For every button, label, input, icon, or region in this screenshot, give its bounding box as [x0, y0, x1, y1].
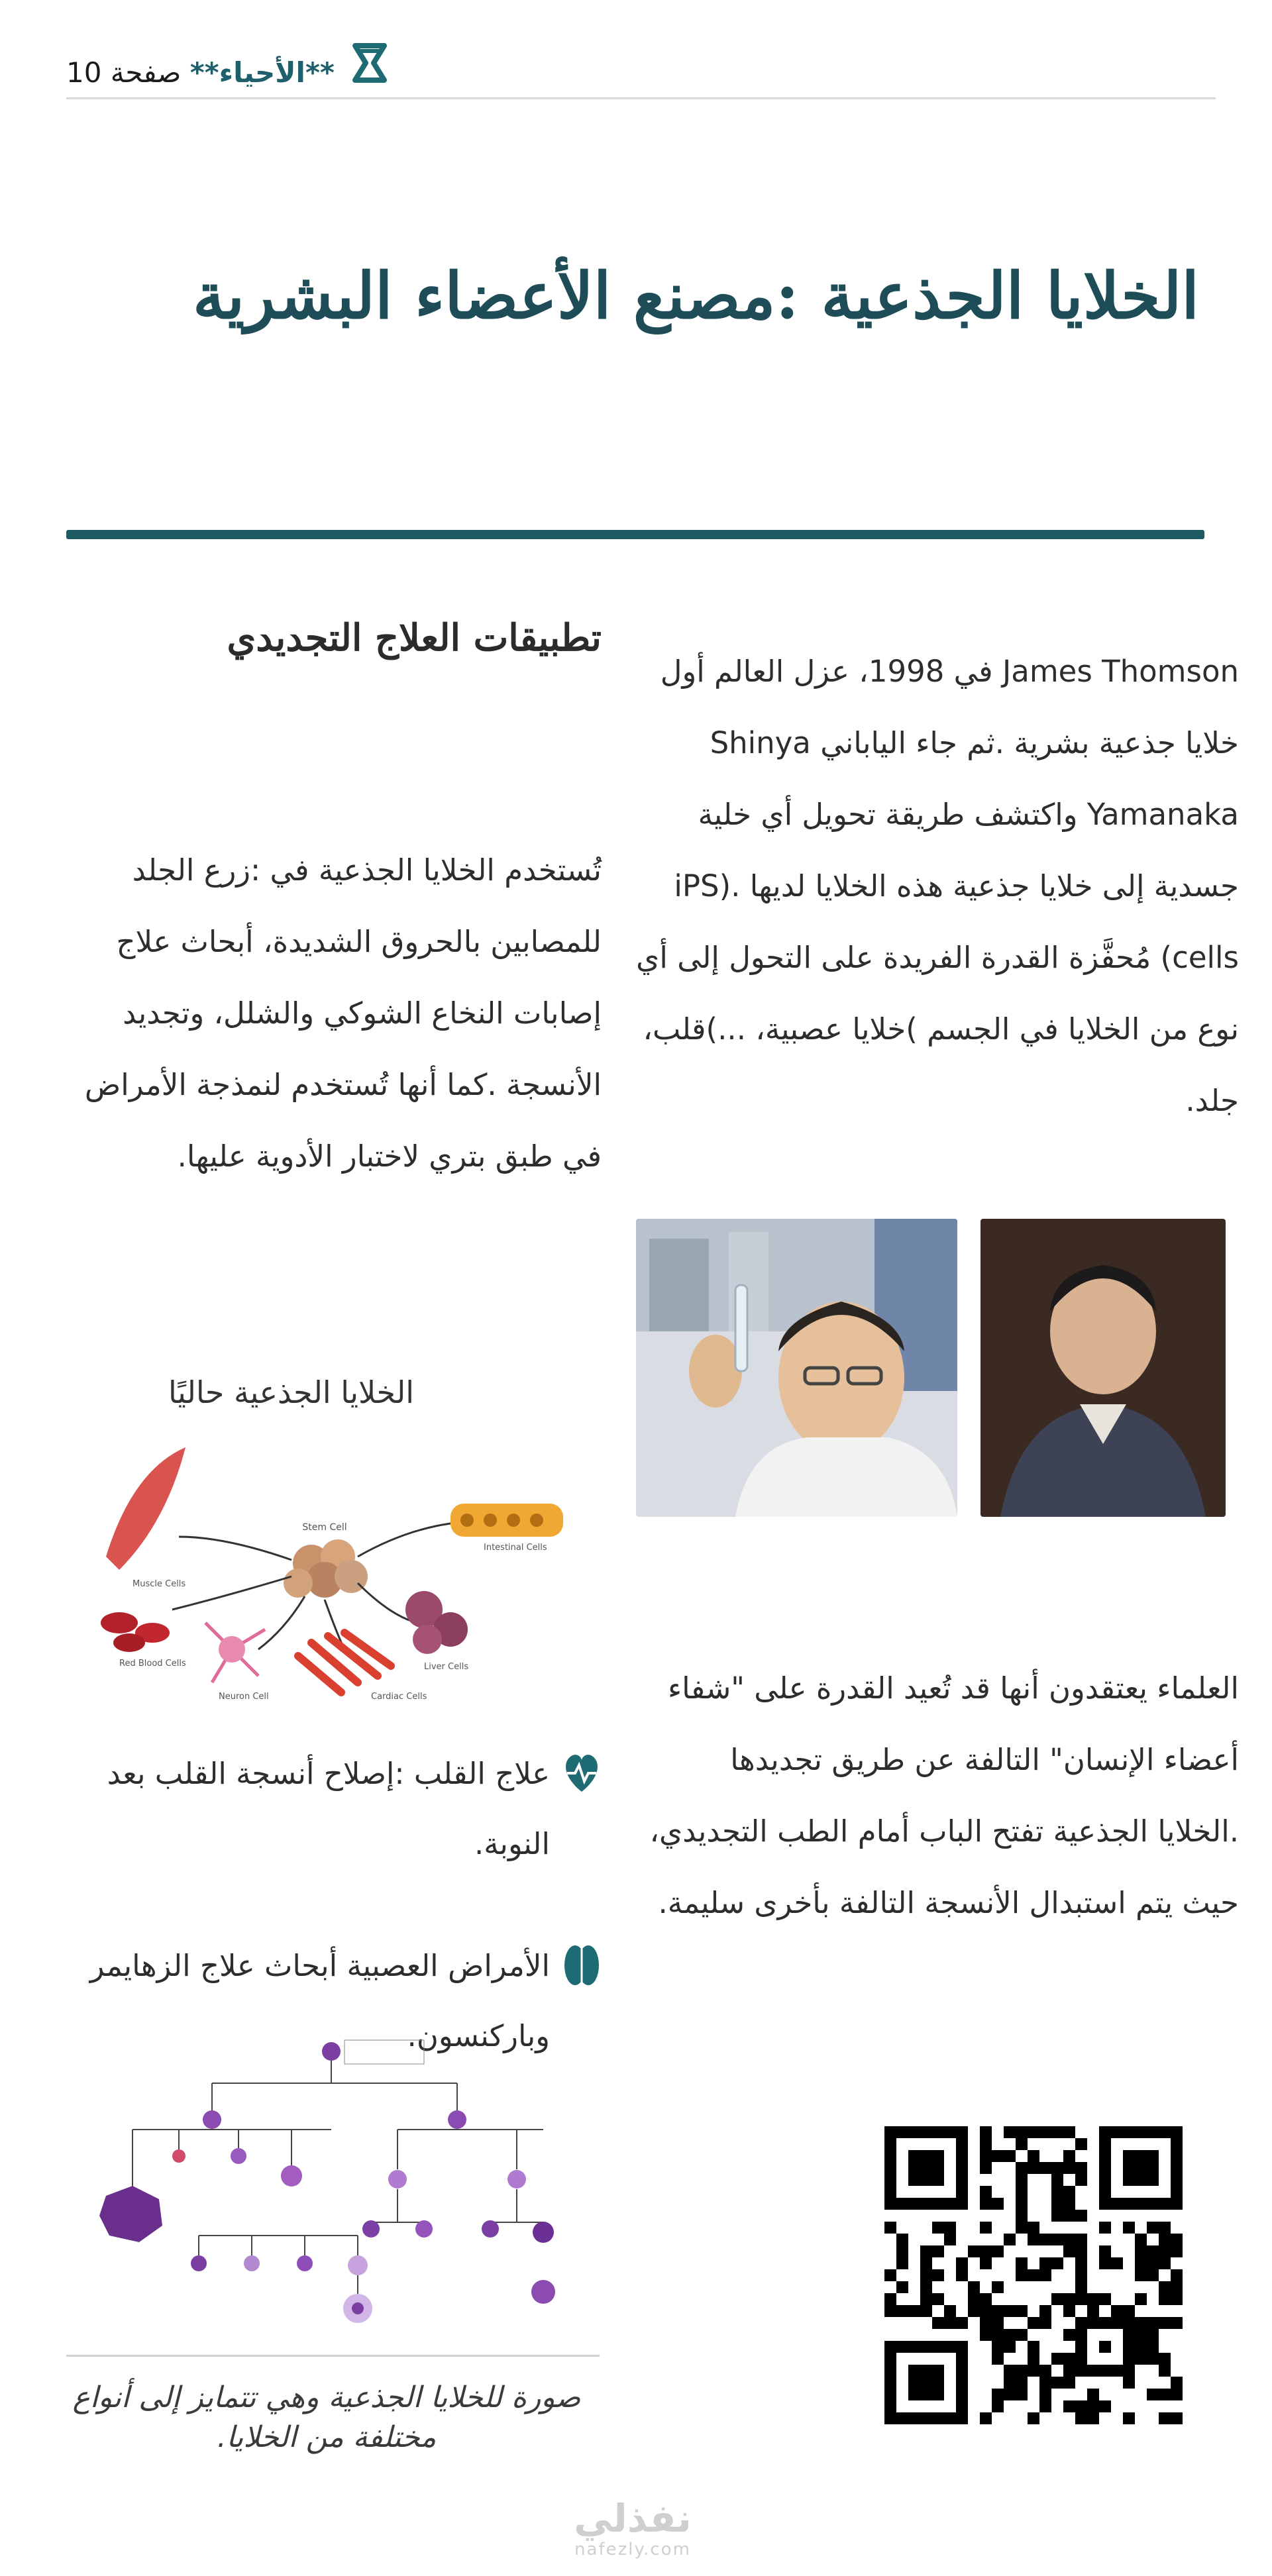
label-cardiac: Cardiac Cells — [371, 1692, 427, 1702]
header-divider — [66, 97, 1216, 99]
title-divider — [66, 530, 1204, 539]
history-paragraph: James Thomson في 1998، عزل العالم أول خلايا جذعية بشرية .ثم جاء الياباني Shinya Yamanaka واكتشف طريقة تحويل أي خلية جسدية إلى خلايا جذعية هذه الخلايا لديها .(iPS cells) مُحفَّزة القدرة الفريدة على التحول إلى أي نوع من الخلايا في الجسم )خلايا عصبية، ...)قلب، جلد. — [636, 654, 1239, 1118]
hourglass-logo-icon — [351, 43, 388, 83]
intestinal-cells — [450, 1504, 563, 1537]
belief-paragraph: العلماء يعتقدون أنها قد تُعيد القدرة على "شفاء أعضاء الإنسان" التالفة عن طريق تجديدها .الخلايا الجذعية تفتح الباب أمام الطب التجديدي، حيث يتم استبدال الأنسجة التالفة بأخرى سليمة. — [649, 1671, 1239, 1920]
qr-code[interactable] — [884, 2126, 1183, 2424]
label-nerve: Neuron Cell — [219, 1692, 269, 1702]
bullet-heart — [32, 1739, 602, 1879]
label-intestine: Intestinal Cells — [484, 1543, 547, 1553]
scientist-photo-thomson — [980, 1219, 1226, 1517]
figure-caption: صورة للخلايا الجذعية وهي تتمايز إلى أنواع مختلفة من الخلايا. — [72, 2381, 581, 2454]
applications-paragraph: تُستخدم الخلايا الجذعية في :زرع الجلد للمصابين بالحروق الشديدة، أبحاث علاج إصابات النخاع الشوكي والشلل، وتجديد الأنسجة .كما أنها تُستخدم لنمذجة الأمراض في طبق بتري لاختبار الأدوية عليها. — [84, 852, 602, 1174]
stem-cell-cluster — [284, 1539, 368, 1598]
muscle-cell-shape — [106, 1447, 186, 1570]
section-heading: تطبيقات العلاج التجديدي — [227, 616, 602, 660]
label-stem-cell: Stem Cell — [302, 1522, 347, 1533]
bullet-neuro-text: الأمراض العصبية أبحاث علاج الزهايمر وباركنسون. — [89, 1948, 550, 2053]
bullet-heart-text: علاج القلب :إصلاح أنسجة القلب بعد النوبة. — [107, 1756, 550, 1861]
watermark-arabic: نفذلي — [574, 2496, 692, 2541]
watermark-url: nafezly.com — [574, 2540, 691, 2559]
header-text — [66, 56, 335, 89]
red-blood-cells — [101, 1612, 170, 1652]
header-brand: **الأحياء** — [189, 56, 335, 89]
cardiac-cells — [298, 1633, 391, 1692]
label-blood: Red Blood Cells — [119, 1659, 186, 1669]
caption-divider — [66, 2355, 600, 2357]
header-page-number: صفحة 10 — [66, 56, 182, 89]
liver-cells — [405, 1591, 468, 1654]
brain-icon — [562, 1937, 602, 1990]
page-title: الخلايا الجذعية :مصنع الأعضاء البشرية — [192, 258, 1199, 333]
page-header — [66, 36, 1216, 103]
hematopoiesis-tree-diagram — [80, 2037, 596, 2342]
label-muscle: Muscle Cells — [132, 1579, 186, 1589]
scientist-photo-yamanaka — [636, 1219, 957, 1517]
stem-cell-differentiation-diagram — [93, 1444, 570, 1702]
watermark — [560, 2497, 706, 2559]
heart-icon — [562, 1745, 602, 1798]
stem-cells-caption: الخلايا الجذعية حاليًا — [168, 1374, 414, 1410]
label-liver: Liver Cells — [424, 1662, 469, 1672]
neuron-cell — [205, 1623, 265, 1682]
